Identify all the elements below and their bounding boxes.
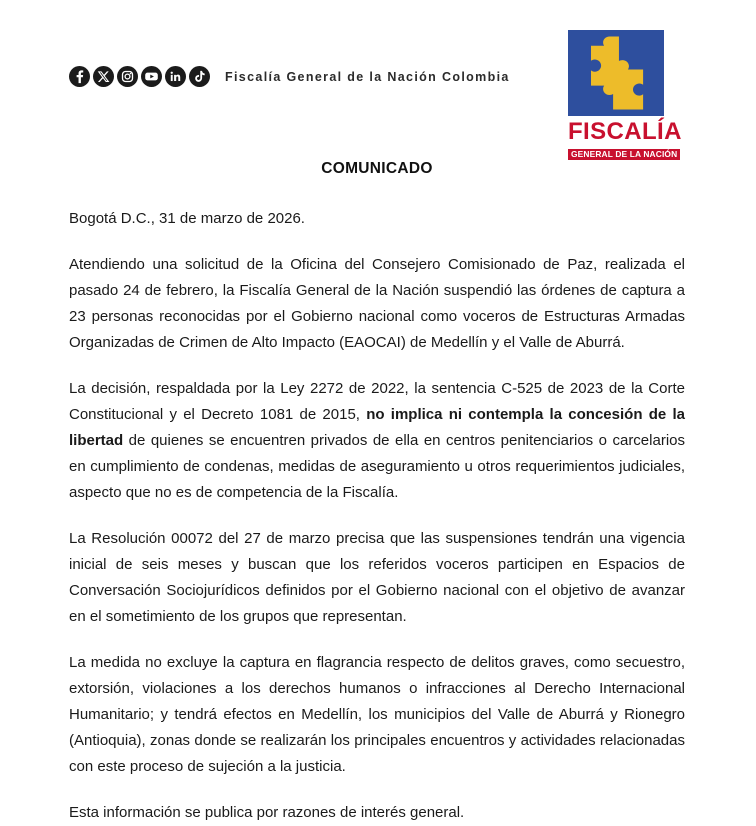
- instagram-icon[interactable]: [117, 66, 138, 87]
- x-twitter-icon[interactable]: [93, 66, 114, 87]
- linkedin-icon[interactable]: [165, 66, 186, 87]
- paragraph-1: Atendiendo una solicitud de la Oficina del Consejero Comisionado de Paz, realizada el pasado 24 de febrero, la Fiscalía General de la Nación suspendió las órdenes de captura a 23 personas reconocidas por el Gobierno nacional como voceros de Estructuras Armadas Organizadas de Crimen de Alto Impacto (EAOCAI) de Medellín y el Valle de Aburrá.: [69, 256, 685, 351]
- tiktok-icon[interactable]: [189, 66, 210, 87]
- paragraph-2-text-after-bold: de quienes se encuentren privados de ella en centros penitenciarios o carcelarios en cumplimiento de condenas, medidas de aseguramiento u otros requerimientos judiciales, aspecto que no es de competencia de la Fiscalía.: [69, 432, 685, 501]
- page-title: COMUNICADO: [321, 160, 433, 177]
- logo-subtitle-band: GENERAL DE LA NACIÓN: [568, 149, 680, 161]
- paragraph-3: La Resolución 00072 del 27 de marzo precisa que las suspensiones tendrán una vigencia inicial de seis meses y buscan que los referidos voceros participen en Espacios de Conversación Sociojurídicos definidos por el Gobierno nacional con el objetivo de avanzar en el sometimiento de los grupos que representan.: [69, 530, 685, 625]
- document-body: [69, 160, 685, 826]
- paragraph-5: Esta información se publica por razones de interés general.: [69, 804, 465, 821]
- paragraph-2-text-before-bold: La decisión, respaldada por la Ley 2272 de 2022, la sentencia C-525 de 2023 de la Corte Constitucional y el Decreto 1081 de 2015,: [69, 380, 685, 423]
- paragraph-4: La medida no excluye la captura en flagrancia respecto de delitos graves, como secuestro, extorsión, violaciones a los derechos humanos o infracciones al Derecho Internacional Humanitario; y tendrá efectos en Medellín, los municipios del Valle de Aburrá y Rionegro (Antioquia), zonas donde se realizarán los principales encuentros y actividades relacionadas con este proceso de sujeción a la justicia.: [69, 654, 685, 775]
- puzzle-piece-icon: [587, 36, 645, 110]
- paragraph-2: [69, 376, 685, 506]
- paragraph-2-bold-emphasis: no implica ni contempla la concesión de la libertad: [69, 406, 685, 449]
- youtube-icon[interactable]: [141, 66, 162, 87]
- logo-blue-square: [568, 30, 664, 116]
- facebook-icon[interactable]: [69, 66, 90, 87]
- dateline: Bogotá D.C., 31 de marzo de 2026.: [69, 210, 305, 227]
- fiscalia-logo: [566, 30, 684, 162]
- logo-wordmark: FISCALÍA: [568, 118, 682, 145]
- page-header: [0, 0, 756, 160]
- social-links-row: [69, 66, 210, 87]
- brand-name-label: Fiscalía General de la Nación Colombia: [225, 70, 510, 84]
